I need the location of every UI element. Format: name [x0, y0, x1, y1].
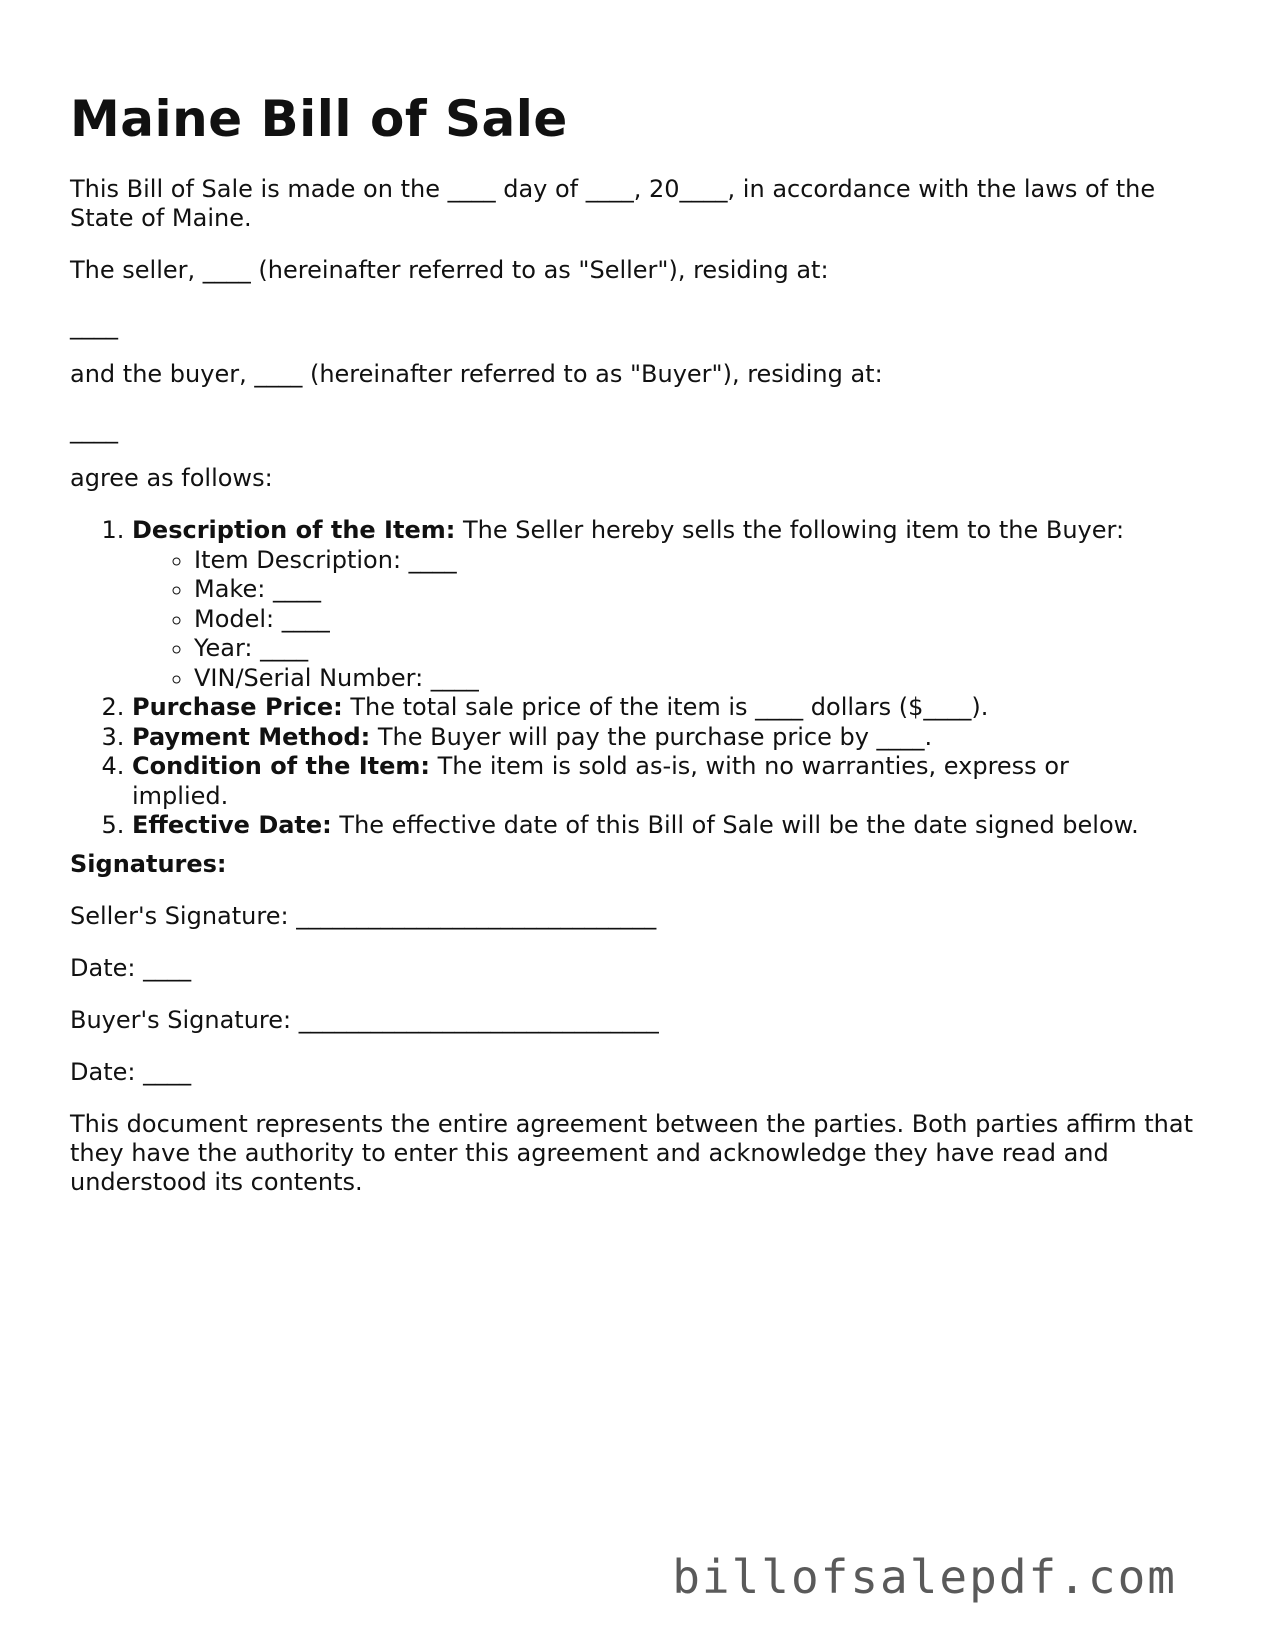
seller-address-blank: ____ [70, 312, 118, 340]
term-text: The total sale price of the item is ____ dollars ($____). [342, 693, 989, 721]
buyer-signature-line: Buyer's Signature: ______________________________ [70, 1006, 659, 1034]
agree-text: agree as follows: [70, 464, 273, 492]
watermark-logo: billofsalepdf.com [672, 1550, 1177, 1604]
seller-date-line: Date: ____ [70, 954, 192, 982]
list-item: ◦ Year: ____ [194, 634, 1220, 664]
list-item: ◦ Make: ____ [194, 575, 1220, 605]
term-heading: Description of the Item: [132, 516, 456, 544]
terms-list-container [70, 516, 1220, 841]
item-fields-list [132, 546, 1220, 694]
buyer-line: and the buyer, ____ (hereinafter referred to as "Buyer"), residing at: [70, 360, 883, 388]
intro-paragraph: This Bill of Sale is made on the ____ day of ____, 20____, in accordance with the laws of the State of Maine. [70, 175, 1156, 232]
buyer-address-blank: ____ [70, 416, 118, 444]
seller-line: The seller, ____ (hereinafter referred to as "Seller"), residing at: [70, 256, 829, 284]
term-text: The effective date of this Bill of Sale will be the date signed below. [331, 811, 1139, 839]
list-item [132, 723, 1220, 753]
term-heading: Effective Date: [132, 811, 332, 839]
term-heading: Payment Method: [132, 722, 371, 751]
list-item: ◦ VIN/Serial Number: ____ [194, 664, 1220, 694]
list-item [132, 811, 1220, 841]
buyer-date-line: Date: ____ [70, 1058, 192, 1086]
term-heading: Purchase Price: [132, 693, 343, 721]
term-text: The Seller hereby sells the following item to the Buyer: [455, 516, 1125, 544]
list-item: ◦ Model: ____ [194, 605, 1220, 635]
list-item [132, 516, 1220, 693]
document-title: Maine Bill of Sale [70, 90, 568, 148]
signatures-heading: Signatures: [70, 850, 227, 878]
terms-list [70, 516, 1220, 841]
term-text: The Buyer will pay the purchase price by ____. [370, 722, 933, 751]
term-heading: Condition of the Item: [132, 752, 430, 780]
list-item [132, 693, 1220, 723]
seller-signature-line: Seller's Signature: ______________________________ [70, 902, 657, 930]
list-item [132, 752, 1220, 811]
list-item: ◦ Item Description: ____ [194, 546, 1220, 576]
closing-paragraph: This document represents the entire agreement between the parties. Both parties affirm that they have the authority to enter this agreement and acknowledge they have read and understood its contents. [70, 1110, 1193, 1196]
term-text: The item is sold as-is, with no warranties, express or implied. [132, 752, 1069, 810]
